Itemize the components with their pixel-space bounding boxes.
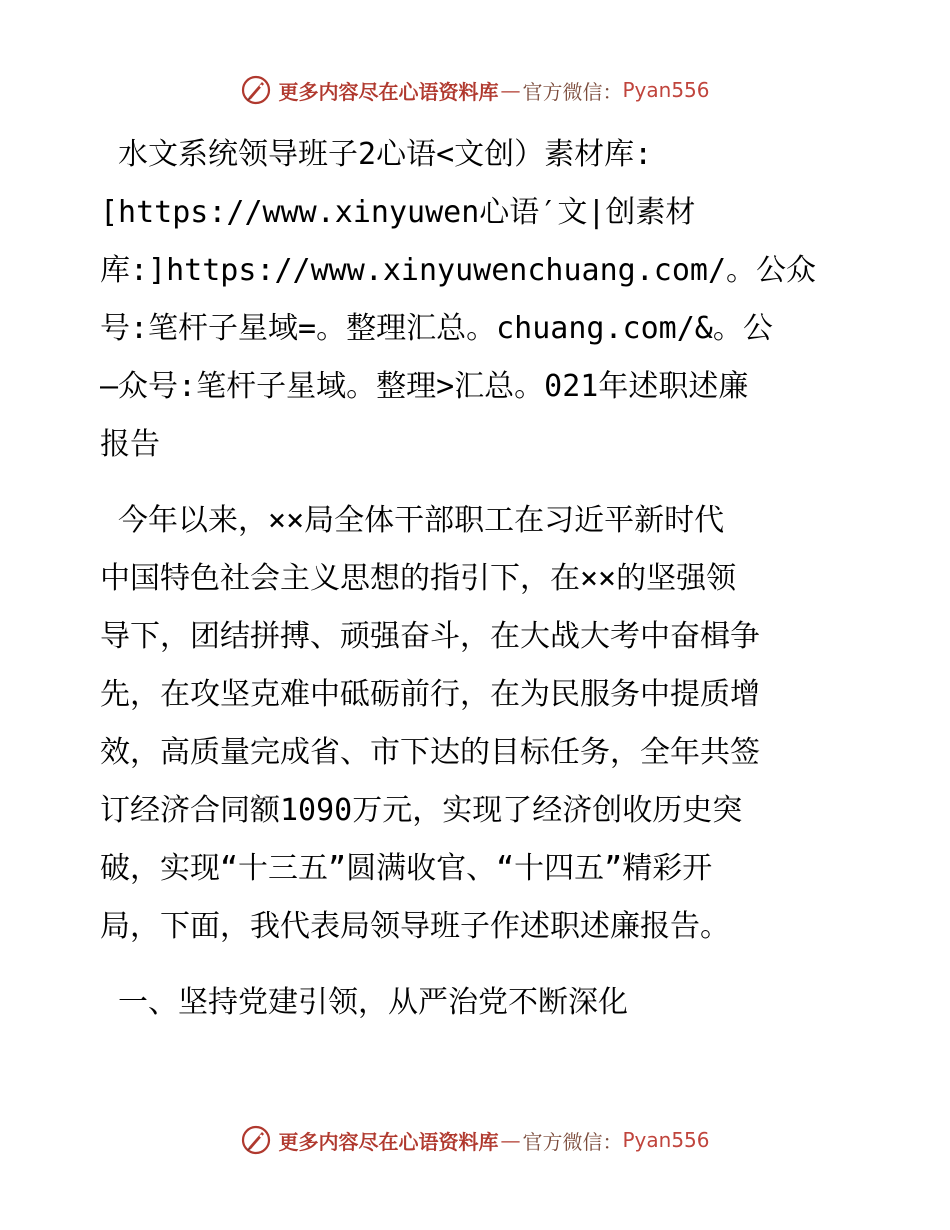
text-line: 报告 bbox=[100, 427, 160, 462]
header-dash: — bbox=[500, 78, 521, 102]
footer-watermark bbox=[0, 1120, 950, 1160]
text-line: —众号:笔杆子星域。整理>汇总。021年述职述廉 bbox=[100, 369, 749, 404]
section-heading bbox=[100, 974, 860, 1032]
text-line: 订经济合同额1090万元，实现了经济创收历史突 bbox=[100, 793, 743, 828]
text-line: 导下，团结拼搏、顽强奋斗，在大战大考中奋楫争 bbox=[100, 619, 760, 654]
footer-brand-text: 更多内容尽在心语资料库 bbox=[278, 1129, 499, 1154]
text-line: 局，下面，我代表局领导班子作述职述廉报告。 bbox=[100, 909, 730, 944]
footer-contact-label: 官方微信： bbox=[522, 1129, 623, 1154]
text-line: 库:]https://www.xinyuwenchuang.com/。公众 bbox=[100, 253, 817, 288]
text-line: 号:笔杆子星域=。整理汇总。chuang.com/&。公 bbox=[100, 311, 773, 346]
footer-dash: — bbox=[500, 1128, 521, 1152]
quill-pen-logo-icon bbox=[240, 1124, 272, 1156]
body-paragraph bbox=[100, 492, 860, 956]
text-line: 先，在攻坚克难中砥砺前行，在为民服务中提质增 bbox=[100, 677, 760, 712]
text-line: [https://www.xinyuwen心语′文|创素材 bbox=[100, 195, 696, 230]
footer-wechat-id: Pyan556 bbox=[622, 1128, 710, 1152]
header-watermark bbox=[0, 70, 950, 110]
text-line: 今年以来，××局全体干部职工在习近平新时代 bbox=[100, 503, 725, 538]
quill-pen-logo-icon bbox=[240, 74, 272, 106]
header-contact-label: 官方微信： bbox=[522, 79, 623, 104]
header-wechat-id: Pyan556 bbox=[622, 78, 710, 102]
intro-paragraph bbox=[100, 126, 860, 474]
text-line: 效，高质量完成省、市下达的目标任务，全年共签 bbox=[100, 735, 760, 770]
section-heading-text: 一、坚持党建引领，从严治党不断深化 bbox=[100, 985, 629, 1020]
text-line: 水文系统领导班子2心语<文创）素材库: bbox=[100, 137, 653, 172]
text-line: 中国特色社会主义思想的指引下，在××的坚强领 bbox=[100, 561, 737, 596]
document-body bbox=[100, 126, 860, 1032]
header-brand-text: 更多内容尽在心语资料库 bbox=[278, 79, 499, 104]
text-line: 破，实现“十三五”圆满收官、“十四五”精彩开 bbox=[100, 851, 713, 886]
